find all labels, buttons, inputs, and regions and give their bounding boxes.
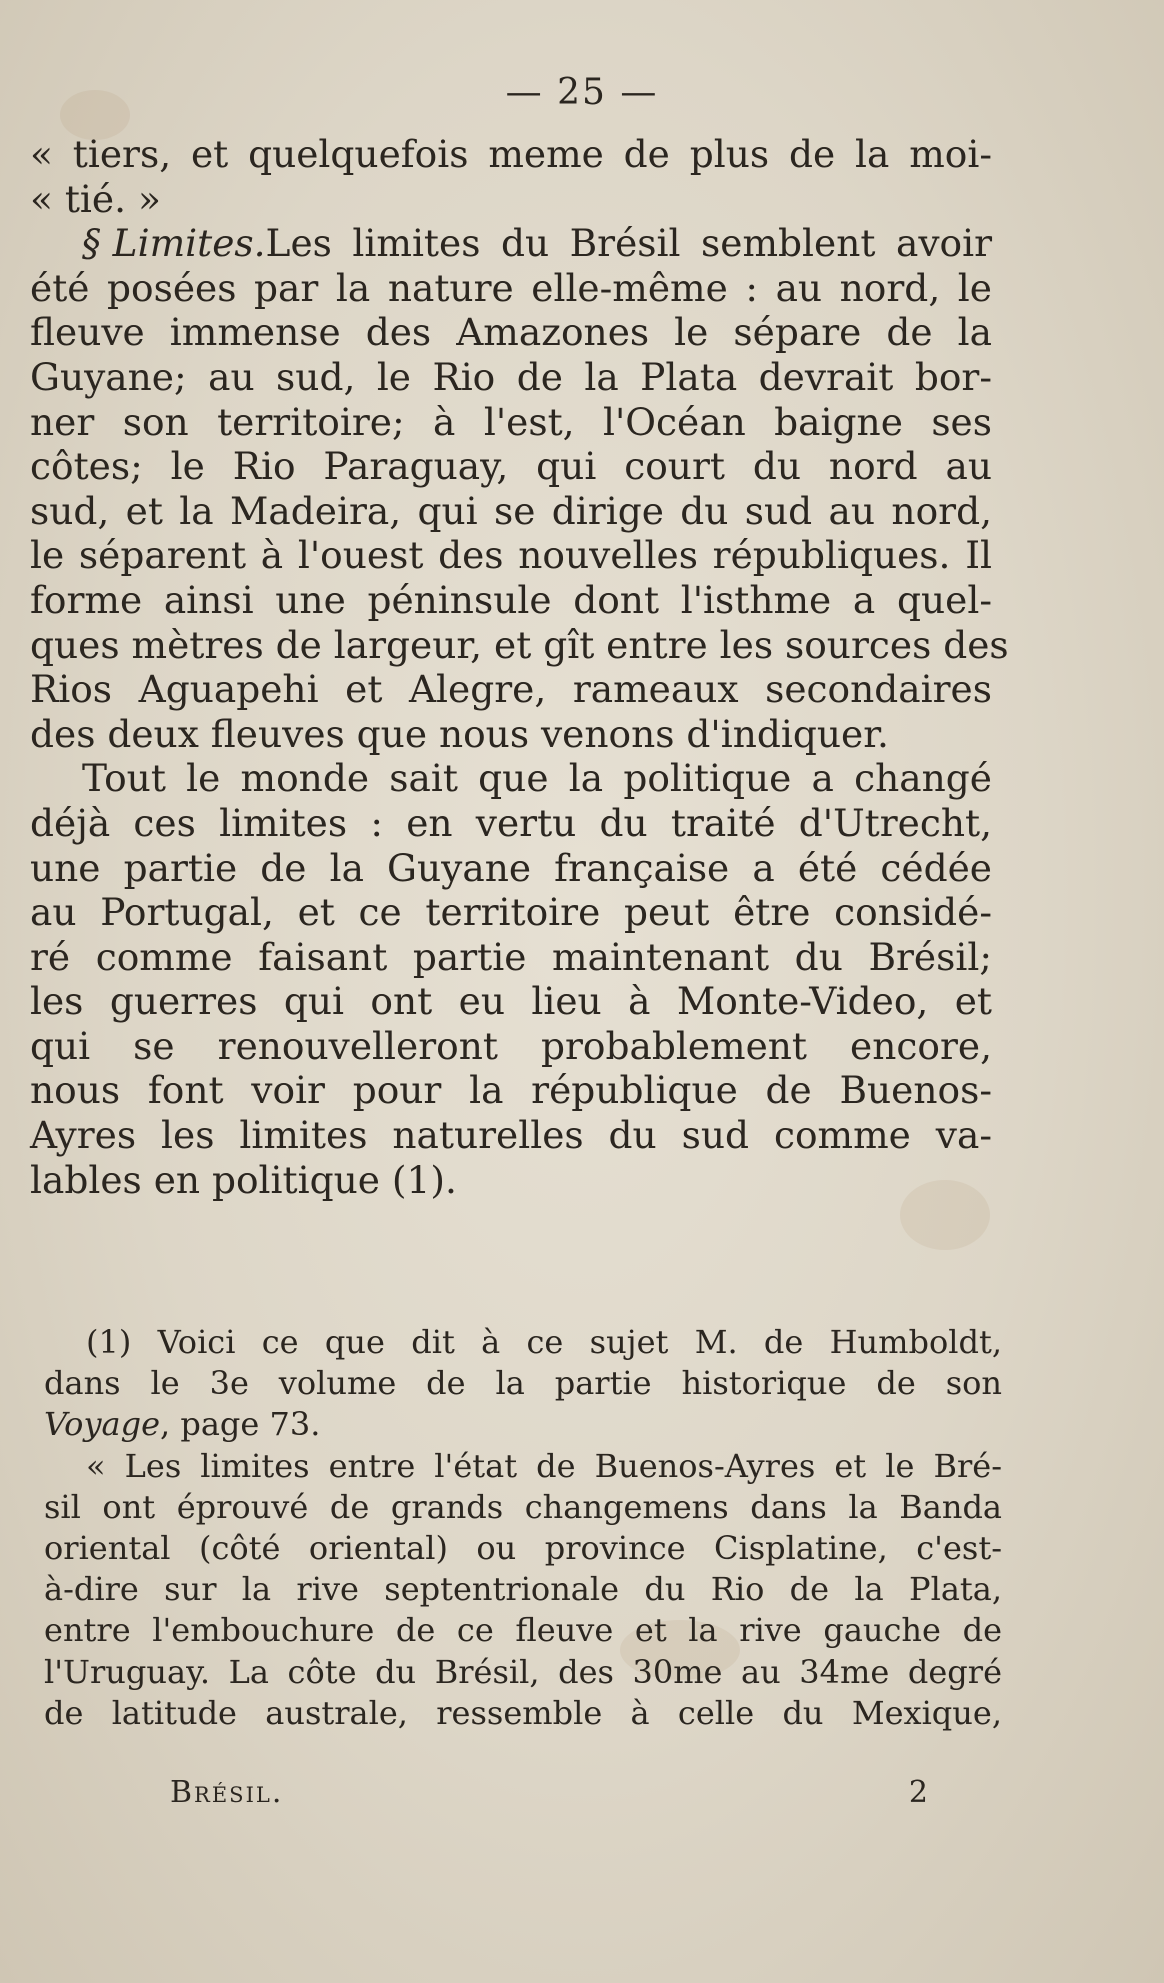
line-text: de latitude australe, ressemble à celle du Mexique, — [44, 1693, 1002, 1732]
text-line — [30, 622, 1009, 668]
text-line — [30, 533, 992, 578]
line-text: forme ainsi une péninsule dont l'isthme a quel- — [30, 577, 992, 622]
text-line — [44, 1528, 1002, 1569]
line-text: Guyane; au sud, le Rio de la Plata devrait bor- — [30, 354, 992, 399]
text-line — [44, 1363, 1002, 1404]
line-text: déjà ces limites : en vertu du traité d'Utrecht, — [30, 800, 992, 845]
line-text: nous font voir pour la république de Buenos- — [30, 1068, 992, 1113]
text-line — [44, 1652, 1002, 1693]
line-text: le séparent à l'ouest des nouvelles républiques. Il — [30, 533, 992, 578]
text-line — [44, 1569, 1002, 1610]
text-line — [30, 667, 992, 712]
line-text: , page 73. — [160, 1405, 321, 1444]
text-line — [30, 132, 992, 177]
text-line — [30, 979, 992, 1024]
text-line — [30, 1158, 992, 1203]
text-line — [30, 578, 992, 623]
text-line — [30, 712, 992, 757]
line-text: dans le 3e volume de la partie historique de son — [44, 1364, 1002, 1403]
line-text: les guerres qui ont eu lieu à Monte-Video, et — [30, 979, 992, 1024]
line-text: fleuve immense des Amazones le sépare de la — [30, 310, 992, 355]
main-text — [30, 132, 1009, 1202]
line-text: ner son territoire; à l'est, l'Océan baigne ses — [30, 399, 992, 444]
line-text: été posées par la nature elle-même : au nord, le — [30, 265, 992, 310]
page-number: — 25 — — [505, 72, 659, 113]
sheet-number: 2 — [908, 1775, 930, 1810]
line-text: ques mètres de largeur, et gît entre les sources des — [30, 622, 1009, 667]
line-text: (1) Voici ce que dit à ce sujet M. de Humboldt, — [86, 1323, 1002, 1361]
line-text: lables en politique (1). — [30, 1157, 457, 1202]
line-text: Rios Aguapehi et Alegre, rameaux secondaires — [30, 667, 992, 712]
text-line — [30, 221, 992, 266]
line-text: qui se renouvelleront probablement encore, — [30, 1023, 992, 1068]
line-text: Les limites du Brésil semblent avoir — [265, 221, 992, 266]
italic-heading: § Limites. — [82, 221, 266, 266]
text-line — [30, 890, 992, 935]
text-line — [44, 1404, 1002, 1445]
text-line — [44, 1487, 1002, 1528]
line-text: ré comme faisant partie maintenant du Brésil; — [30, 934, 992, 979]
text-line — [30, 756, 992, 801]
text-line — [30, 177, 992, 222]
line-text: Ayres les limites naturelles du sud comme va- — [30, 1113, 992, 1158]
line-text: « Les limites entre l'état de Buenos-Ayres et le Bré- — [86, 1446, 1002, 1485]
italic-heading: Voyage — [44, 1405, 161, 1444]
line-text: Tout le monde sait que la politique a changé — [82, 756, 992, 801]
text-line — [30, 1113, 992, 1158]
line-text: à-dire sur la rive septentrionale du Rio de la Plata, — [44, 1570, 1002, 1609]
text-line — [30, 310, 992, 355]
text-line — [30, 846, 992, 891]
text-line — [30, 266, 992, 311]
line-text: « tiers, et quelquefois meme de plus de la moi- — [30, 132, 992, 176]
line-text: l'Uruguay. La côte du Brésil, des 30me au 34me degré — [44, 1652, 1002, 1691]
text-line — [30, 1068, 992, 1113]
signature-mark: Brésil. — [170, 1775, 284, 1810]
line-text: sud, et la Madeira, qui se dirige du sud au nord, — [30, 488, 992, 533]
line-text: oriental (côté oriental) ou province Cisplatine, c'est- — [44, 1528, 1002, 1567]
text-line — [30, 935, 992, 980]
text-line — [30, 355, 992, 400]
line-text: « tié. » — [30, 176, 161, 221]
footnote — [44, 1322, 1002, 1734]
line-text: entre l'embouchure de ce fleuve et la rive gauche de — [44, 1611, 1002, 1650]
text-line — [30, 400, 992, 445]
text-line — [30, 489, 992, 534]
text-line — [44, 1322, 1002, 1363]
line-text: une partie de la Guyane française a été cédée — [30, 845, 992, 890]
text-line — [44, 1610, 1002, 1651]
text-line — [30, 444, 992, 489]
line-text: des deux fleuves que nous venons d'indiquer. — [30, 711, 889, 756]
text-line — [30, 801, 992, 846]
text-line — [44, 1693, 1002, 1734]
text-line — [30, 1024, 992, 1069]
page-footer — [170, 1775, 930, 1810]
line-text: côtes; le Rio Paraguay, qui court du nord au — [30, 444, 992, 489]
line-text: sil ont éprouvé de grands changemens dans la Banda — [44, 1487, 1002, 1526]
text-line — [44, 1446, 1002, 1487]
line-text: au Portugal, et ce territoire peut être considé- — [30, 890, 992, 935]
